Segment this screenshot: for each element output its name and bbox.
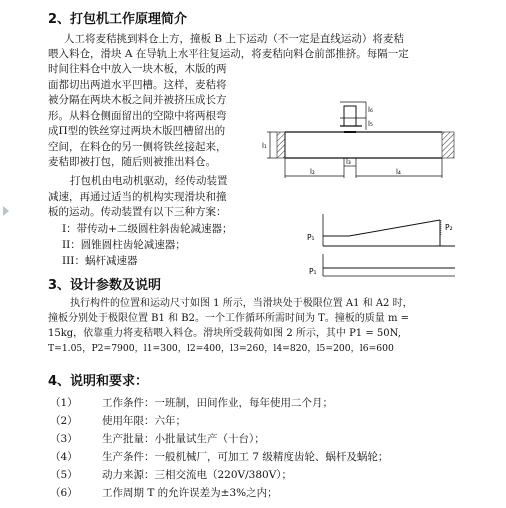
para-line: 麦秸即被打包，随后则被推出料仓。: [48, 156, 216, 168]
list-item: [50, 413, 186, 428]
para-line: T=1.05，P2=7900，l1=300，l2=400，l3=260，l4=820，l5=200，l6=600: [48, 343, 394, 354]
para-line: 空间，在料仓的另一侧将铁丝接起来，: [48, 141, 227, 153]
dim-label-l1: l₁: [262, 142, 267, 150]
load-label-p1-lower: P₁: [309, 267, 317, 276]
list-item: [50, 449, 388, 464]
load-diagram-figure-2: [305, 210, 465, 278]
para-line: 面都切出两道水平凹槽。这样，麦秸将: [48, 79, 227, 91]
para-line: 喂入料仓，滑块 A 在导轨上水平往复运动，将麦秸向料仓前部推挤。每隔一定: [48, 48, 409, 60]
list-item-number: （1）: [50, 397, 78, 409]
scheme-item: I：带传动+二级圆柱斜齿轮减速器；: [62, 223, 233, 235]
para-line: 被分隔在两块木板之间并被挤压成长方: [48, 94, 227, 106]
section-heading-principle: 2、打包机工作原理简介: [48, 12, 188, 27]
list-item-text: 动力来源：三相交流电（220V/380V）；: [102, 469, 293, 481]
dim-label-l5: l₅: [368, 120, 373, 128]
para-line: 执行构件的位置和运动尺寸如图 1 所示，当滑块处于极限位置 A1 和 A2 时，: [70, 298, 413, 309]
plunger-b: [344, 106, 356, 126]
list-item-number: （2）: [50, 415, 78, 427]
para-line: 15kg，依靠重力将麦秸喂入料仓。滑块所受载荷如图 2 所示，其中 P1 = 50N,: [48, 328, 401, 339]
list-item-number: （4）: [50, 451, 78, 463]
list-item-number: （5）: [50, 469, 78, 481]
load-label-p2: P₂: [445, 223, 453, 232]
section-heading-requirements: 4、说明和要求：: [48, 374, 149, 389]
list-item: [50, 467, 292, 482]
para-line: 板的运动。传动装置有以下三种方案：: [48, 206, 227, 218]
para-line: 成Π型的铁丝穿过两块木版凹槽留出的: [48, 125, 226, 137]
list-item-number: （6）: [50, 487, 78, 499]
list-item-number: （3）: [50, 433, 78, 445]
mechanism-diagram-figure-1: [262, 88, 472, 188]
left-wall-hatch: [277, 132, 285, 158]
para-line: 撞板分别处于极限位置 B1 和 B2。一个工作循环所需时间为 T。撞板的质量 m =: [48, 313, 410, 324]
list-item-text: 工作周期 T 的允许误差为±3%之内；: [102, 487, 278, 499]
list-item-text: 生产条件：一般机械厂，可加工 7 级精度齿轮、蜗杆及蜗轮；: [102, 451, 389, 463]
para-line: 时间往料仓中放入一块木板，木版的两: [48, 63, 227, 75]
para-line: 形。从料仓侧面留出的空隙中将两根弯: [48, 110, 227, 122]
list-item-text: 使用年限：六年；: [102, 415, 186, 427]
list-item: [50, 395, 333, 410]
right-wall-hatch: [442, 132, 454, 158]
section-heading-parameters: 3、设计参数及说明: [48, 278, 162, 293]
list-item-text: 生产批量：小批量试生产（十台）；: [102, 433, 265, 445]
para-line: 减速，再通过适当的机构实现滑块和撞: [48, 191, 227, 203]
load-label-p1: P₁: [307, 233, 315, 242]
list-item: [50, 485, 278, 500]
dim-label-l3: l₃: [346, 158, 351, 166]
margin-triangle-marker-icon: [3, 206, 9, 216]
para-line: 打包机由电动机驱动，经传动装置: [70, 175, 228, 187]
dim-label-l6: l₆: [368, 106, 373, 114]
dim-label-l2: l₂: [310, 168, 315, 176]
dim-label-l4: l₄: [396, 168, 401, 176]
para-line: 人工将麦秸挑到料仓上方，撞板 B 上下运动（不一定是直线运动）将麦秸: [64, 33, 404, 45]
scheme-item: III：蜗杆减速器: [62, 255, 138, 267]
list-item: [50, 431, 265, 446]
scheme-item: II：圆锥圆柱齿轮减速器；: [62, 239, 186, 251]
list-item-text: 工作条件：一班制，田间作业，每年使用二个月；: [102, 397, 333, 409]
